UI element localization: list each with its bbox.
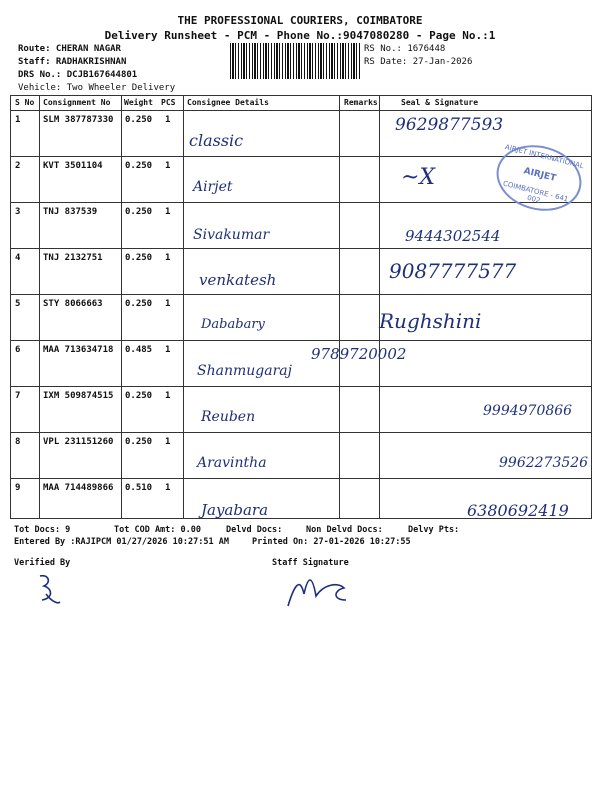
table-header [11, 96, 591, 111]
row-consignment: IXM 509874515 [43, 391, 114, 401]
row-weight: 0.250 [125, 115, 153, 125]
table-row [11, 203, 591, 249]
vehicle-label: Vehicle: Two Wheeler Delivery [18, 83, 176, 93]
table-row [11, 479, 591, 524]
row-consignment: VPL 231151260 [43, 437, 114, 447]
row-weight: 0.250 [125, 437, 153, 447]
staff-label: Staff: RADHAKRISHNAN [18, 57, 127, 67]
row-consignee: Shanmugaraj [197, 363, 292, 379]
row-consignment: TNJ 837539 [43, 207, 98, 217]
row-signature: 9789720002 [311, 345, 407, 363]
row-sno: 6 [15, 345, 21, 355]
rs-number: RS No.: 1676448 [364, 44, 446, 54]
stamp-top-text: AIRJET INTERNATIONAL [504, 142, 585, 171]
row-pcs: 1 [165, 345, 171, 355]
row-weight: 0.250 [125, 161, 153, 171]
row-signature: 6380692419 [467, 501, 569, 520]
row-consignment: TNJ 2132751 [43, 253, 103, 263]
row-weight: 0.250 [125, 391, 153, 401]
header-consignee: Consignee Details [187, 98, 269, 107]
drs-label: DRS No.: DCJB167644801 [18, 70, 138, 80]
row-consignee: Sivakumar [193, 227, 270, 243]
header-weight: Weight [124, 98, 153, 107]
stamp-bottom-text: COIMBATORE - 641 002 [502, 179, 570, 205]
delvy-pts: Delvy Pts: [408, 525, 460, 535]
row-signature: ~X [401, 165, 436, 190]
tot-cod-amt: Tot COD Amt: 0.00 [114, 525, 201, 535]
row-signature: Rughshini [379, 309, 482, 333]
table-row [11, 249, 591, 295]
row-pcs: 1 [165, 483, 171, 493]
row-signature: 9962273526 [499, 455, 589, 471]
row-consignment: KVT 3501104 [43, 161, 103, 171]
row-weight: 0.250 [125, 207, 153, 217]
verified-signature [34, 572, 64, 606]
header-consignment: Consignment No [43, 98, 111, 107]
row-signature: 9087777577 [389, 259, 517, 283]
row-consignee: venkatesh [199, 271, 277, 289]
entered-by: Entered By :RAJIPCM 01/27/2026 10:27:51 AM [14, 537, 229, 547]
row-sno: 4 [15, 253, 21, 263]
table-row [11, 341, 591, 387]
staff-signature-label: Staff Signature [272, 558, 349, 568]
row-pcs: 1 [165, 437, 171, 447]
rs-date: RS Date: 27-Jan-2026 [364, 57, 473, 67]
header-seal: Seal & Signature [401, 98, 479, 107]
row-sno: 7 [15, 391, 21, 401]
printed-on: Printed On: 27-01-2026 10:27:55 [252, 537, 411, 547]
row-consignment: SLM 387787330 [43, 115, 114, 125]
delvd-docs: Delvd Docs: [226, 525, 283, 535]
row-consignment: MAA 713634718 [43, 345, 114, 355]
row-consignment: MAA 714489866 [43, 483, 114, 493]
row-consignee: Dababary [201, 317, 265, 332]
row-consignee: classic [189, 131, 244, 150]
row-sno: 1 [15, 115, 21, 125]
row-signature: 9994970866 [483, 403, 573, 419]
stamp-mid-text: AIRJET [522, 166, 557, 184]
row-signature: 9629877593 [395, 115, 504, 135]
route-label: Route: CHERAN NAGAR [18, 44, 121, 54]
table-row [11, 387, 591, 433]
row-pcs: 1 [165, 161, 171, 171]
header-sno: S No [15, 98, 35, 107]
row-consignment: STY 8066663 [43, 299, 103, 309]
staff-signature [284, 566, 364, 612]
row-weight: 0.250 [125, 253, 153, 263]
table-row [11, 433, 591, 479]
row-sno: 2 [15, 161, 21, 171]
row-pcs: 1 [165, 207, 171, 217]
row-sno: 8 [15, 437, 21, 447]
row-pcs: 1 [165, 299, 171, 309]
tot-docs: Tot Docs: 9 [14, 525, 71, 535]
row-weight: 0.250 [125, 299, 153, 309]
row-consignee: Jayabara [201, 501, 269, 519]
non-delvd-docs: Non Delvd Docs: [306, 525, 383, 535]
verified-by-label: Verified By [14, 558, 71, 568]
row-weight: 0.510 [125, 483, 153, 493]
row-consignee: Reuben [201, 409, 256, 425]
row-pcs: 1 [165, 253, 171, 263]
row-consignee: Airjet [193, 179, 233, 195]
header-remarks: Remarks [344, 98, 378, 107]
row-signature: 9444302544 [405, 227, 501, 245]
runsheet-subtitle: Delivery Runsheet - PCM - Phone No.:9047080280 - Page No.:1 [104, 29, 496, 42]
barcode [230, 43, 360, 79]
row-sno: 3 [15, 207, 21, 217]
row-pcs: 1 [165, 391, 171, 401]
row-sno: 9 [15, 483, 21, 493]
header-pcs: PCS [161, 98, 176, 107]
row-consignee: Aravintha [197, 455, 267, 471]
row-weight: 0.485 [125, 345, 153, 355]
table-row [11, 295, 591, 341]
row-sno: 5 [15, 299, 21, 309]
row-pcs: 1 [165, 115, 171, 125]
company-title: THE PROFESSIONAL COURIERS, COIMBATORE [177, 14, 423, 27]
